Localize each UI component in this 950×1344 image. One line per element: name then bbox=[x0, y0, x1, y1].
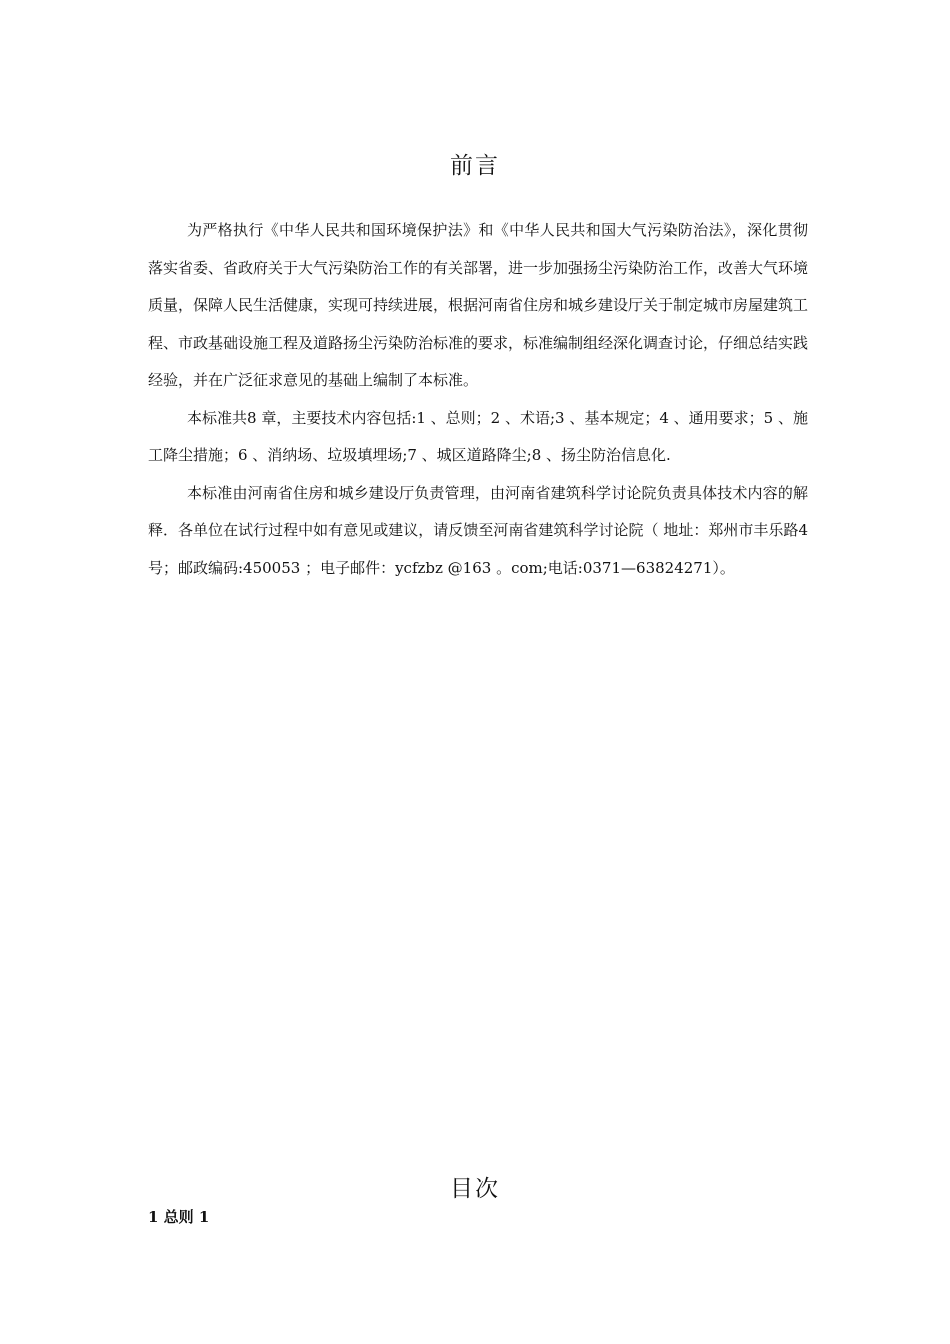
toc-title: 目次 bbox=[450, 1176, 500, 1202]
preface-paragraph: 本标准共8 章，主要技术内容包括:1 、总则；2 、术语;3 、基本规定；4 、通用要求；5 、施工降尘措施；6 、消纳场、垃圾填埋场;7 、城区道路降尘;8 、扬尘防治信息化. bbox=[148, 408, 808, 464]
toc-list bbox=[148, 1206, 209, 1227]
preface-body bbox=[148, 212, 808, 587]
preface-title: 前言 bbox=[450, 153, 500, 179]
preface-paragraph: 为严格执行《中华人民共和国环境保护法》和《中华人民共和国大气污染防治法》，深化贯彻落实省委、省政府关于大气污染防治工作的有关部署，进一步加强扬尘污染防治工作，改善大气环境质量，保障人民生活健康，实现可持续进展，根据河南省住房和城乡建设厅关于制定城市房屋建筑工程、市政基础设施工程及道路扬尘污染防治标准的要求，标准编制组经深化调查讨论，仔细总结实践经验，并在广泛征求意见的基础上编制了本标准。 bbox=[148, 221, 809, 389]
preface-paragraph: 本标准由河南省住房和城乡建设厅负责管理，由河南省建筑科学讨论院负责具体技术内容的解释．各单位在试行过程中如有意见或建议，请反馈至河南省建筑科学讨论院（ 地址：郑州市丰乐路4 号；邮政编码:450053 ；电子邮件：ycfzbz @163 。com;电话:0371—63824271）。 bbox=[148, 483, 808, 577]
toc-item[interactable]: 1 总则 1 bbox=[148, 1208, 210, 1226]
